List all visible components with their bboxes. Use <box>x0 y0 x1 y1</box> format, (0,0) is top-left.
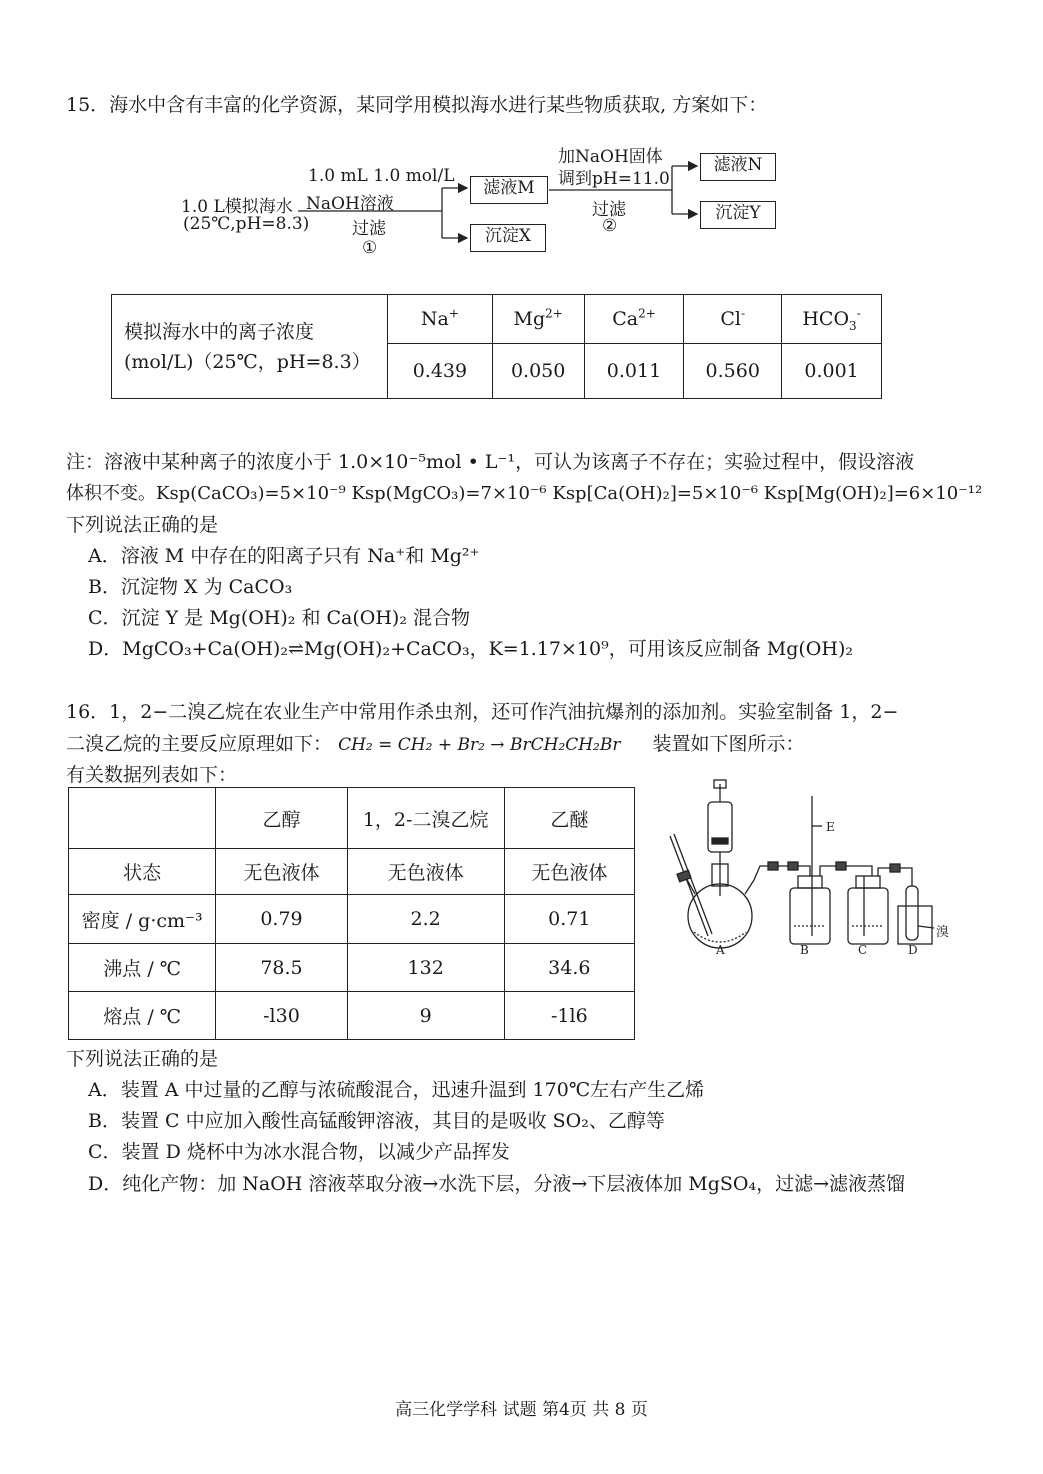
flow-step2-line3: 过滤 <box>592 200 626 220</box>
q15-option-b: B．沉淀物 X 为 CaCO₃ <box>88 576 293 598</box>
flow-step1-num: ① <box>362 238 378 258</box>
apparatus-label-bromine: 溴 <box>936 925 950 940</box>
q16-stem-line3: 有关数据列表如下： <box>66 764 238 786</box>
data-table-cell: 0.71 <box>504 895 634 944</box>
flow-step1-line1: 1.0 mL 1.0 mol/L <box>308 166 455 186</box>
apparatus-diagram <box>650 776 960 961</box>
q16-stem-line2 <box>66 729 805 756</box>
apparatus-label-d: D <box>908 943 918 957</box>
q15-option-a: A．溶液 M 中存在的阳离子只有 Na⁺和 Mg²⁺ <box>88 545 480 567</box>
ion-table-row-label <box>112 295 388 399</box>
ion-header-na: Na+ <box>388 295 493 344</box>
apparatus-label-e: E <box>826 820 835 834</box>
q15-stem: 15．海水中含有丰富的化学资源，某同学用模拟海水进行某些物质获取, 方案如下： <box>66 94 768 116</box>
ion-value-na: 0.439 <box>388 344 493 399</box>
apparatus-label-a: A <box>716 943 725 957</box>
data-table-cell: 9 <box>347 992 504 1040</box>
q16-option-c: C．装置 D 烧杯中为冰水混合物，以减少产品挥发 <box>88 1141 510 1163</box>
flow-start-line1: 1.0 L模拟海水 <box>181 197 293 217</box>
q16-stem-line2b: 装置如下图所示： <box>652 733 805 755</box>
q15-option-c: C．沉淀 Y 是 Mg(OH)₂ 和 Ca(OH)₂ 混合物 <box>88 607 470 629</box>
data-table-cell: -l30 <box>216 992 347 1040</box>
flow-step2-line1: 加NaOH固体 <box>558 147 663 167</box>
q16-option-a: A．装置 A 中过量的乙醇与浓硫酸混合，迅速升温到 170℃左右产生乙烯 <box>88 1079 705 1101</box>
flow-start-line2: (25℃,pH=8.3) <box>183 214 310 234</box>
flow-step1-line2: NaOH溶液 <box>306 194 394 214</box>
ion-header-ca: $Ca^{2+}$ <box>584 295 684 344</box>
page-footer: 高三化学学科 试题 第4页 共 8 页 <box>395 1400 648 1420</box>
ion-table-label-line1: 模拟海水中的离子浓度 <box>124 320 315 343</box>
apparatus-label-c: C <box>858 943 868 957</box>
data-table-corner <box>69 788 216 849</box>
q15-ion-table <box>111 294 882 399</box>
data-table-cell: 无色液体 <box>216 849 347 895</box>
flow-step1-line3: 过滤 <box>352 219 386 239</box>
q16-equation: CH₂ = CH₂ + Br₂ → BrCH₂CH₂Br <box>338 735 621 755</box>
flow-step2-num: ② <box>602 216 618 236</box>
ion-header-cl: Cl- <box>684 295 782 344</box>
data-table-header-ethanol: 乙醇 <box>216 788 347 849</box>
data-table-cell: 2.2 <box>347 895 504 944</box>
data-table-cell: 密度 / g·cm⁻³ <box>69 895 216 944</box>
ion-header-mg: $Mg^{2+}$ <box>492 295 584 344</box>
ion-value-hco3: 0.001 <box>782 344 882 399</box>
data-table-cell: 无色液体 <box>347 849 504 895</box>
data-table-cell: 0.79 <box>216 895 347 944</box>
ion-table-label-line2: (mol/L)（25℃，pH=8.3） <box>124 350 371 373</box>
ion-value-cl: 0.560 <box>684 344 782 399</box>
flow-arrows <box>0 0 1043 300</box>
ion-header-hco3: $HCO_3^-$ <box>782 295 882 344</box>
q15-note-line1: 注：溶液中某种离子的浓度小于 1.0×10⁻⁵mol • L⁻¹，可认为该离子不存在；实验过程中，假设溶液 <box>66 451 915 473</box>
q15-prompt: 下列说法正确的是 <box>66 514 219 536</box>
data-table-cell: -1l6 <box>504 992 634 1040</box>
filtrate-m-box: 滤液M <box>470 176 548 204</box>
flow-step2-line2: 调到pH=11.0 <box>558 169 670 189</box>
q15-option-d: D．MgCO₃+Ca(OH)₂⇌Mg(OH)₂+CaCO₃，K=1.17×10⁹，可用该反应制备 Mg(OH)₂ <box>88 638 853 660</box>
precip-x-box: 沉淀X <box>470 224 546 252</box>
apparatus-label-b: B <box>800 943 809 957</box>
q16-stem-line2a: 二溴乙烷的主要反应原理如下： <box>66 733 333 755</box>
q15-note-line2: 体积不变。Ksp(CaCO₃)=5×10⁻⁹ Ksp(MgCO₃)=7×10⁻⁶ Ksp[Ca(OH)₂]=5×10⁻⁶ Ksp[Mg(OH)₂]=6×10⁻¹² <box>66 483 983 504</box>
data-table-cell: 无色液体 <box>504 849 634 895</box>
q16-prompt: 下列说法正确的是 <box>66 1048 219 1070</box>
q16-option-d: D．纯化产物：加 NaOH 溶液萃取分液→水洗下层，分液→下层液体加 MgSO₄，过滤→滤液蒸馏 <box>88 1173 906 1195</box>
data-table-header-dibromoethane: 1，2-二溴乙烷 <box>347 788 504 849</box>
data-table-cell: 沸点 / ℃ <box>69 944 216 992</box>
ion-value-mg: 0.050 <box>492 344 584 399</box>
ion-value-ca: 0.011 <box>584 344 684 399</box>
filtrate-n-box: 滤液N <box>700 153 776 181</box>
data-table-cell: 34.6 <box>504 944 634 992</box>
data-table-header-ether: 乙醚 <box>504 788 634 849</box>
q16-option-b: B．装置 C 中应加入酸性高锰酸钾溶液，其目的是吸收 SO₂、乙醇等 <box>88 1110 665 1132</box>
data-table-cell: 78.5 <box>216 944 347 992</box>
data-table-cell: 熔点 / ℃ <box>69 992 216 1040</box>
data-table-cell: 132 <box>347 944 504 992</box>
q16-stem-line1: 16．1，2−二溴乙烷在农业生产中常用作杀虫剂，还可作汽油抗爆剂的添加剂。实验室制备 1，2− <box>66 701 899 723</box>
precip-y-box: 沉淀Y <box>700 201 776 229</box>
q16-data-table <box>68 787 635 1040</box>
data-table-cell: 状态 <box>69 849 216 895</box>
